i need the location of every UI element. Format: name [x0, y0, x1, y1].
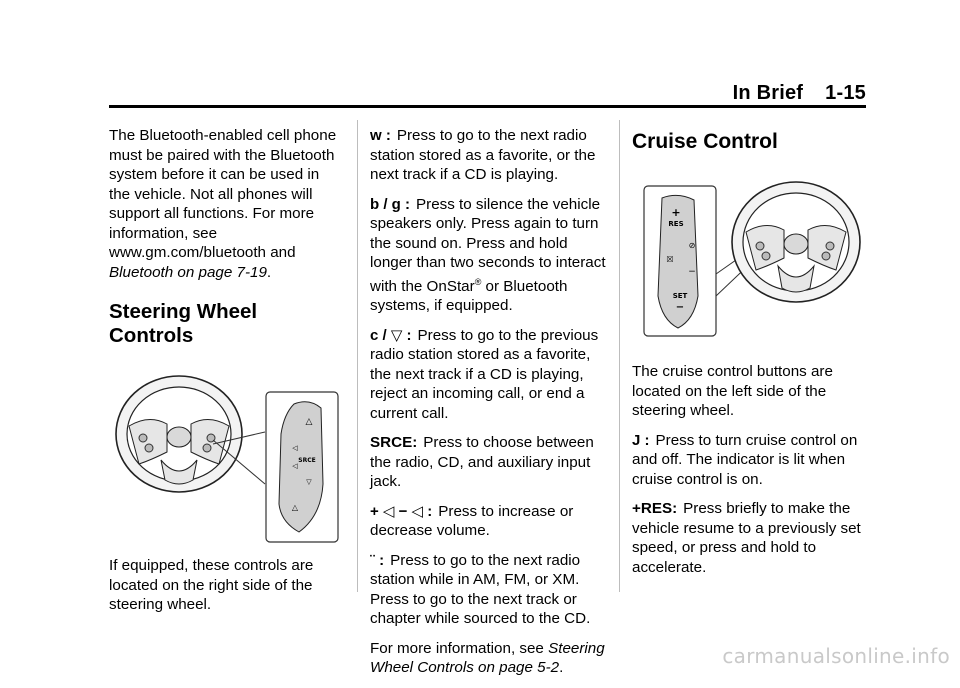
cruise-control-heading: Cruise Control	[632, 130, 778, 153]
favorite-icon: w :	[370, 127, 391, 144]
favorite-paragraph: w : Press to go to the next radio station stored as a favorite, or the next track if a CD is playing.	[370, 127, 596, 183]
volume-paragraph: + ◁ − ◁ : Press to increase or decrease volume.	[370, 502, 574, 540]
page-number: 1-15	[825, 82, 866, 104]
column-2	[370, 126, 610, 688]
seek-paragraph: ¨ : Press to go to the next radio station while in AM, FM, or XM. Press to go to the next track or chapter while sourced to the CD.	[370, 551, 591, 628]
cruise-intro-paragraph: The cruise control buttons are located on the left side of the steering wheel.	[632, 363, 833, 419]
more-info-paragraph: For more information, see Steering Wheel Controls on page 5-2.	[370, 639, 605, 677]
svg-text:−: −	[675, 302, 685, 313]
cruise-control-icon: J :	[632, 431, 650, 449]
watermark: carmanualsonline.info	[722, 644, 950, 668]
svg-text:−: −	[688, 267, 696, 277]
cruise-onoff-paragraph: J : Press to turn cruise control on and off. The indicator is lit when cruise control is on.	[632, 431, 858, 488]
res-label: +RES:	[632, 500, 678, 517]
column-1	[109, 126, 341, 625]
svg-text:△: △	[291, 503, 299, 512]
column-divider	[619, 120, 620, 592]
end-call-icon: c / ▽ :	[370, 326, 412, 344]
svg-text:◁: ◁	[292, 444, 298, 452]
mute-icon: b / g :	[370, 195, 410, 213]
svg-text:△: △	[305, 417, 313, 427]
bluetooth-paragraph: The Bluetooth-enabled cell phone must be paired with the Bluetooth system before it can be used in the vehicle. Not all phones will support all functions. For more information, see www.gm.com/bluetooth and Bluetooth on page 7-19.	[109, 127, 337, 281]
svg-text:⊘: ⊘	[688, 241, 696, 250]
svg-text:▽: ▽	[306, 478, 312, 486]
page-header	[733, 82, 866, 105]
svg-text:☒: ☒	[666, 255, 674, 264]
header-rule	[109, 105, 866, 108]
volume-icon: + ◁ − ◁ :	[370, 502, 433, 520]
controls-caption: If equipped, these controls are located on the right side of the steering wheel.	[109, 557, 314, 613]
section-title: In Brief	[732, 82, 804, 104]
srce-button-label: SRCE	[298, 457, 316, 464]
column-3	[632, 126, 868, 587]
seek-icon: ¨ :	[370, 551, 385, 569]
srce-label: SRCE:	[370, 434, 418, 452]
res-paragraph: +RES: Press briefly to make the vehicle resume to a previously set speed, or press and hold to accelerate.	[632, 500, 861, 576]
set-button-label: SET	[672, 292, 688, 300]
steering-controls-heading: Steering Wheel Controls	[109, 300, 258, 347]
svg-text:◁: ◁	[292, 462, 298, 470]
steering-wheel-controls-figure	[109, 364, 341, 544]
svg-text:+: +	[671, 206, 681, 219]
cruise-control-figure	[632, 166, 868, 346]
mute-paragraph: b / g : Press to silence the vehicle speakers only. Press again to turn the sound on. Press and hold longer than two seconds to interact with the OnStar® or Bluetooth systems, if equipped.	[370, 195, 606, 315]
steering-controls-reference-link[interactable]: Steering Wheel Controls on page 5-2	[370, 639, 605, 677]
previous-paragraph: c / ▽ : Press to go to the previous radio station stored as a favorite, the next track if a CD is playing, reject an incoming call, or end a current call.	[370, 326, 599, 422]
res-button-label: RES	[668, 220, 684, 228]
column-divider	[357, 120, 358, 592]
bluetooth-reference-link[interactable]: Bluetooth on page 7-19	[109, 263, 267, 281]
srce-paragraph: SRCE: Press to choose between the radio, CD, and auxiliary input jack.	[370, 434, 594, 491]
